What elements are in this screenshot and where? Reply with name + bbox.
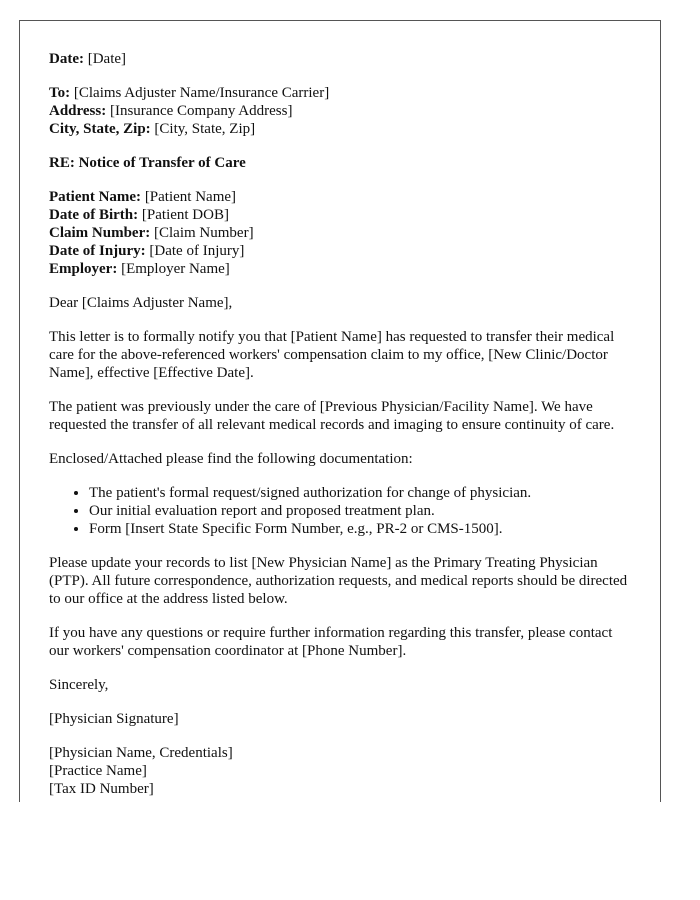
body-paragraph: Please update your records to list [New Physician Name] as the Primary Treating Physician (PTP). All future correspondence, authorization requests, and medical reports should be directed to our office at the address listed below. [49,555,628,607]
patient-info-block: Patient Name: [Patient Name] Date of Birth: [Patient DOB] Claim Number: [Claim Number] Date of Injury: [Date of Injury] Employer: [Employer Name] [49,189,254,277]
body-paragraph: If you have any questions or require further information regarding this transfer, please contact our workers' compensation coordinator at [Phone Number]. [49,625,613,659]
enclosure-list [49,484,631,538]
body-paragraph: The patient was previously under the care of [Previous Physician/Facility Name]. We have requested the transfer of all relevant medical records and imaging to ensure continuity of care. [49,399,615,433]
body-paragraph: Enclosed/Attached please find the following documentation: [49,451,413,467]
recipient-block: To: [Claims Adjuster Name/Insurance Carrier] Address: [Insurance Company Address] City, State, Zip: [City, State, Zip] [49,85,330,137]
signature: [Physician Signature] [49,711,179,727]
list-item: • Our initial evaluation report and proposed treatment plan. [89,502,631,520]
salutation: Dear [Claims Adjuster Name], [49,295,233,311]
date-line: Date: [Date] [49,51,127,67]
list-item: • Form [Insert State Specific Form Number, e.g., PR-2 or CMS-1500]. [89,520,631,538]
list-item: • The patient's formal request/signed authorization for change of physician. [89,484,631,502]
signoff-block: [Physician Name, Credentials] [Practice Name] [Tax ID Number] [49,745,233,797]
closing: Sincerely, [49,677,109,693]
body-paragraph: This letter is to formally notify you that [Patient Name] has requested to transfer their medical care for the above-referenced workers' compensation claim to my office, [New Clinic/Doctor Name], effective [Effective Date]. [49,329,615,381]
letter-document [19,20,661,802]
subject-line: RE: Notice of Transfer of Care [49,155,246,171]
